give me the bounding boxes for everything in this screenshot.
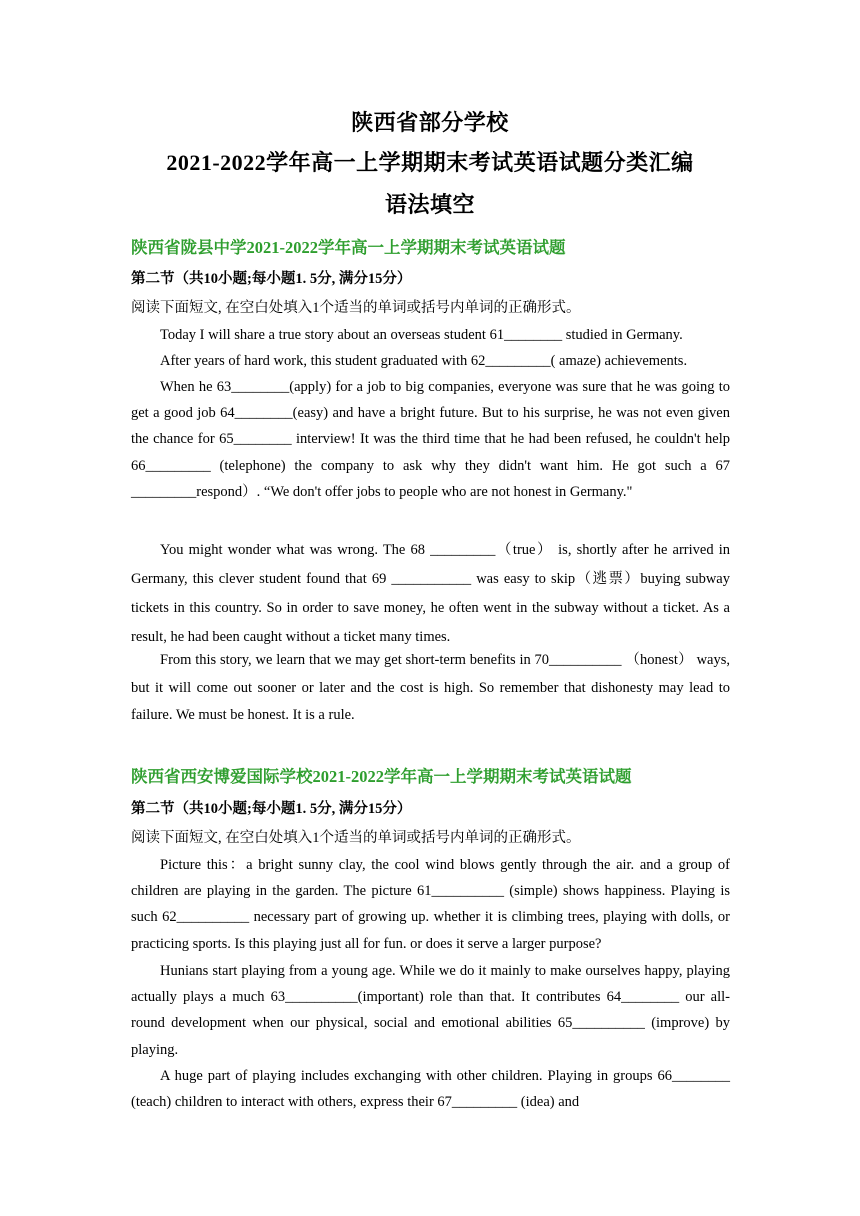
passage-paragraph: You might wonder what was wrong. The 68 _________（true） is, shortly after he arrived in Germany, this clever student found that 69 ___________ was easy to skip（逃票）buying subway tickets in this country. So in order to save money, he often went in the subway without a ticket. As a result, he had been caught without a ticket many times. bbox=[131, 542, 730, 645]
passage-paragraph: From this story, we learn that we may get short-term benefits in 70__________ （honest） ways, but it will come out sooner or later and the cost is high. So remember that dishonesty may lead to failure. We must be honest. It is a rule. bbox=[131, 652, 730, 723]
section-instruction: 阅读下面短文, 在空白处填入1个适当的单词或括号内单词的正确形式。 bbox=[131, 830, 581, 846]
doc-title-line2: 2021-2022学年高一上学期期末考试英语试题分类汇编 bbox=[166, 150, 694, 175]
section-instruction: 阅读下面短文, 在空白处填入1个适当的单词或括号内单词的正确形式。 bbox=[131, 300, 581, 316]
passage-paragraph: Today I will share a true story about an overseas student 61________ studied in Germany. bbox=[160, 327, 683, 343]
passage-paragraph: When he 63________(apply) for a job to big companies, everyone was sure that he was going to get a good job 64________(easy) and have a bright future. But to his surprise, he was not even given the chance for 65________ interview! It was the third time that he had been refused, he couldn't help 66_________ (telephone) the company to ask why they didn't want him. He got such a 67 _________respond）. “We don't offer jobs to people who are not honest in Germany." bbox=[131, 379, 730, 500]
section-subhead: 第二节（共10小题;每小题1. 5分, 满分15分） bbox=[131, 801, 412, 817]
doc-title-line1: 陕西省部分学校 bbox=[351, 110, 509, 135]
section-subhead: 第二节（共10小题;每小题1. 5分, 满分15分） bbox=[131, 271, 412, 287]
passage-paragraph: A huge part of playing includes exchanging with other children. Playing in groups 66________ (teach) children to interact with others, express their 67_________ (idea) and bbox=[131, 1068, 730, 1111]
section-heading: 陕西省陇县中学2021-2022学年高一上学期期末考试英语试题 bbox=[131, 238, 566, 257]
section-heading: 陕西省西安博爱国际学校2021-2022学年高一上学期期末考试英语试题 bbox=[131, 767, 632, 786]
doc-title-line3: 语法填空 bbox=[384, 192, 475, 217]
passage-paragraph: Hunians start playing from a young age. While we do it mainly to make ourselves happy, playing actually plays a much 63__________(important) role than that. It contributes 64________ our all-round development when our physical, social and emotional abilities 65__________ (improve) by playing. bbox=[131, 963, 730, 1058]
passage-paragraph: After years of hard work, this student graduated with 62_________( amaze) achievements. bbox=[160, 353, 688, 369]
passage-paragraph: Picture this：a bright sunny clay, the cool wind blows gently through the air. and a group of children are playing in the garden. The picture 61__________ (simple) shows happiness. Playing is such 62__________ necessary part of growing up. whether it is climbing trees, playing with dolls, or practicing sports. Is this playing just all for fun. or does it serve a larger purpose? bbox=[131, 857, 730, 952]
